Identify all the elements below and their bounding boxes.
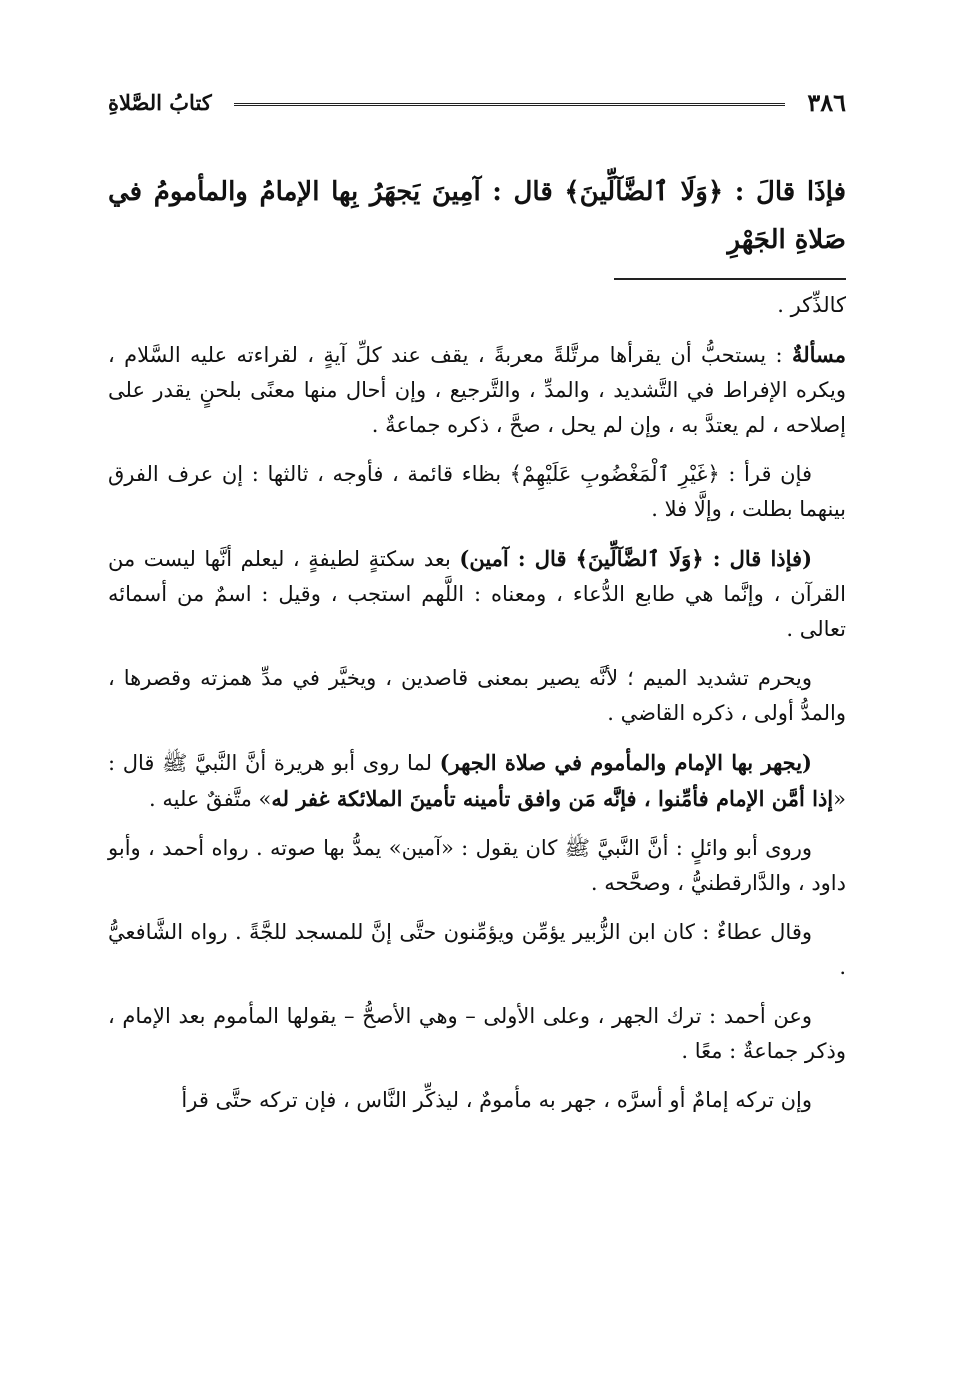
text-segment: وإن تركه إمامٌ أو أسرَّه ، جهر به مأمومٌ ، ليذكِّر النَّاس ، فإن تركه حتَّى قرأ xyxy=(181,1088,812,1112)
text-segment: وعن أحمد : ترك الجهر ، وعلى الأولى – وهي الأصحُّ – يقولها المأموم بعد الإمام ، وذكر جماعةٌ : معًا . xyxy=(108,1004,846,1063)
matn-rule xyxy=(614,278,846,280)
paragraph xyxy=(108,915,846,985)
text-segment: » متَّفقٌ عليه . xyxy=(149,787,272,811)
bold-segment: مسألةٌ xyxy=(791,342,846,367)
paragraph xyxy=(108,999,846,1069)
paragraph xyxy=(108,661,846,731)
paragraph xyxy=(108,288,846,323)
header-rule xyxy=(234,103,786,106)
bold-segment: (فإذا قال : ﴿وَلَا ٱلضَّآلِّينَ﴾ قال : آمين) xyxy=(459,546,813,571)
paragraph xyxy=(108,541,846,647)
bold-segment: (يجهر بها الإمام والمأموم في صلاة الجهر) xyxy=(439,750,812,775)
text-segment: : يستحبُّ أن يقرأها مرتَّلةً معربةً ، يقف عند كلِّ آيةٍ ، لقراءته عليه السَّلام ، ويكره الإفراط في التَّشديد ، والمدِّ ، والتَّرجيع ، وإن أحال منها معنًى بلحنٍ يقدر على إصلاحه ، لم يعتدَّ به ، وإن لم يحل ، صحَّ ، ذكره جماعةٌ . xyxy=(108,343,846,437)
text-segment: بعد سكتةٍ لطيفةٍ ، ليعلم أنَّها ليست من القرآن ، وإنَّما هي طابع الدُّعاء ، ومعناه : اللَّهم استجب ، وقيل : اسمٌ من أسمائه تعالى . xyxy=(108,547,846,641)
page xyxy=(108,80,846,1118)
text-segment: فإن قرأ : ﴿غَيْرِ ٱلْمَغْضُوبِ عَلَيْهِمْ﴾ بظاء قائمة ، فأوجه ، ثالثها : إن عرف الفرق بينهما بطلت ، وإلَّا فلا . xyxy=(108,462,846,521)
matn-text: فإذَا قالَ : ﴿وَلَا ٱلضَّآلِّينَ﴾ قال : آمِينَ يَجهَرُ بِها الإمامُ والمأمومُ في صَلاةِ الجَهْرِ xyxy=(108,177,846,255)
text-segment: لما روى أبو هريرة أنَّ النَّبيَّ ﷺ قال : « xyxy=(108,751,846,811)
text-segment: وروى أبو وائلٍ : أنَّ النَّبيَّ ﷺ كان يقول : «آمين» يمدُّ بها صوته . رواه أحمد ، وأبو داود ، والدَّارقطنيُّ ، وصحَّحه . xyxy=(108,836,846,895)
text-segment: ويحرم تشديد الميم ؛ لأنَّه يصير بمعنى قاصدين ، ويخيَّر في مدِّ همزته وقصرها ، والمدُّ أولى ، ذكره القاضي . xyxy=(108,666,846,725)
paragraph xyxy=(108,337,846,443)
text-segment: كالذِّكر . xyxy=(777,293,846,317)
running-title: كتابُ الصَّلاةِ xyxy=(108,89,212,115)
text-segment: وقال عطاءٌ : كان ابن الزُّبير يؤمِّن ويؤمِّنون حتَّى إنَّ للمسجد للجَّةً . رواه الشَّافعيُّ . xyxy=(108,920,846,979)
paragraph xyxy=(108,745,846,817)
bold-segment: إذا أمَّن الإمام فأمِّنوا ، فإنَّه مَن وافق تأمينه تأمينَ الملائكة غفر له xyxy=(271,786,834,811)
paragraph xyxy=(108,831,846,901)
page-header xyxy=(108,80,846,124)
page-number: ٣٨٦ xyxy=(807,87,846,117)
paragraph xyxy=(108,457,846,527)
commentary xyxy=(108,288,846,1118)
paragraph xyxy=(108,1083,846,1118)
